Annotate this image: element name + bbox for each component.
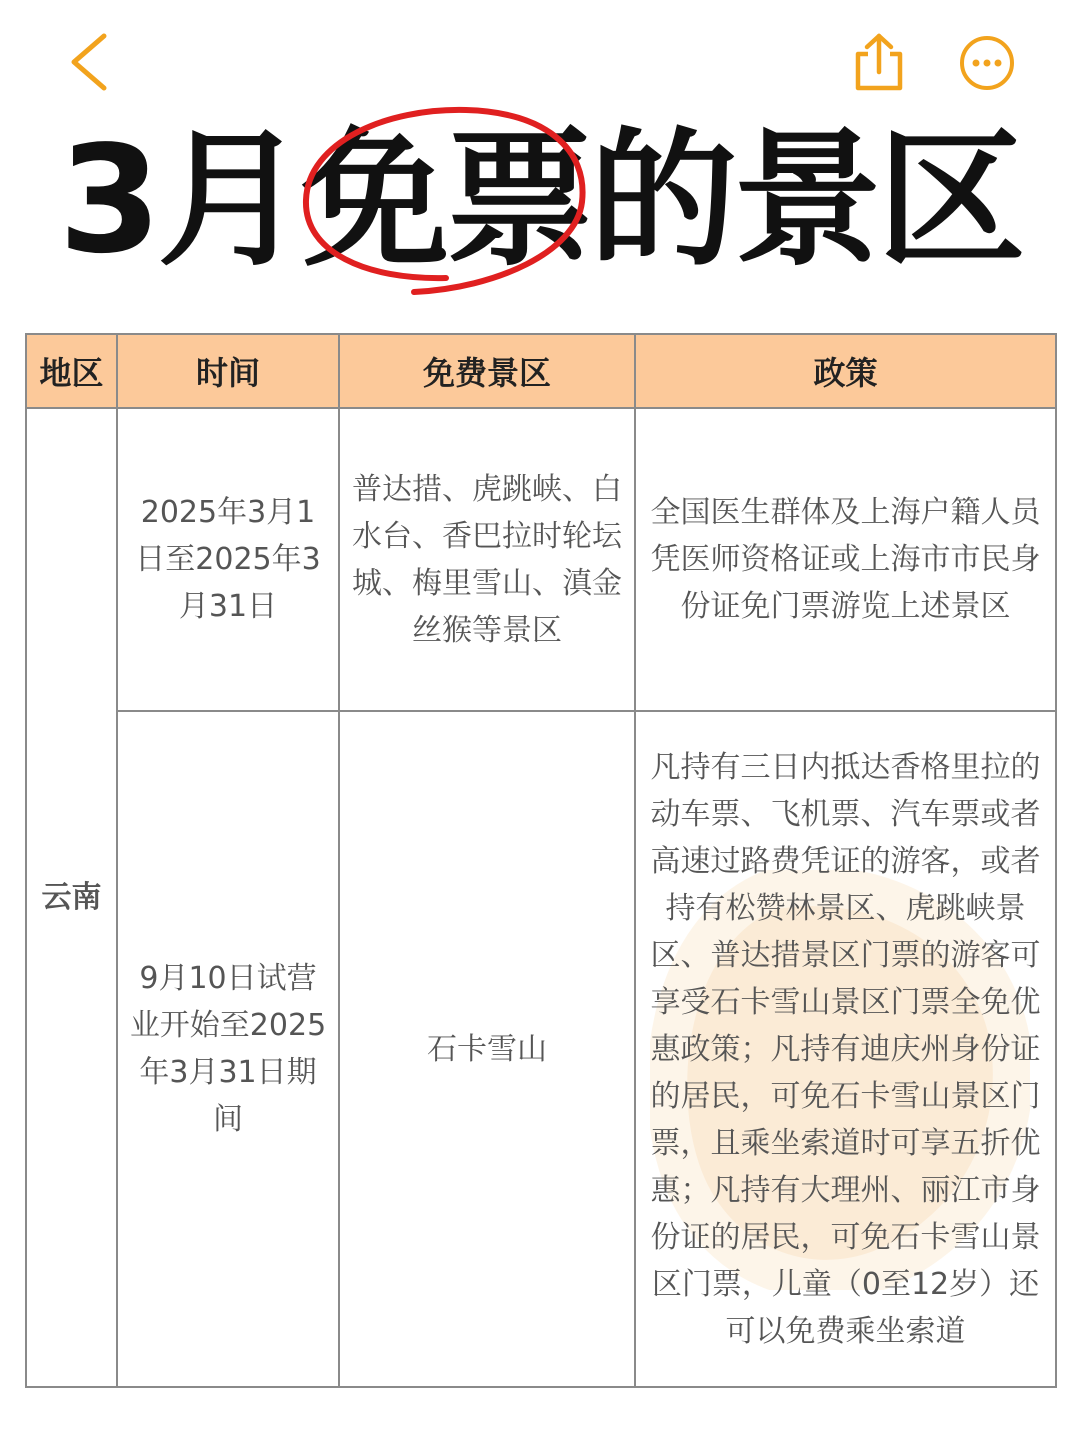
header-policy: 政策: [635, 334, 1056, 408]
chevron-left-icon[interactable]: [62, 30, 122, 94]
policy-cell: 全国医生群体及上海户籍人员凭医师资格证或上海市市民身份证免门票游览上述景区: [635, 408, 1056, 711]
time-cell: 9月10日试营业开始至2025年3月31日期间: [117, 711, 339, 1387]
time-cell: 2025年3月1日至2025年3月31日: [117, 408, 339, 711]
header-spots: 免费景区: [339, 334, 635, 408]
title-area: [0, 100, 1080, 300]
page-title: 3月免票的景区: [58, 114, 1022, 286]
policy-cell: 凡持有三日内抵达香格里拉的动车票、飞机票、汽车票或者高速过路费凭证的游客，或者持有松赞林景区、虎跳峡景区、普达措景区门票的游客可享受石卡雪山景区门票全免优惠政策；凡持有迪庆州身份证的居民，可免石卡雪山景区门票，且乘坐索道时可享五折优惠；凡持有大理州、丽江市身份证的居民，可免石卡雪山景区门票，儿童（0至12岁）还可以免费乘坐索道: [635, 711, 1056, 1387]
header-time: 时间: [117, 334, 339, 408]
table-row: [26, 711, 1056, 1387]
share-icon[interactable]: [852, 32, 906, 92]
spots-cell: 石卡雪山: [339, 711, 635, 1387]
header-region: 地区: [26, 334, 117, 408]
region-cell: 云南: [26, 408, 117, 1387]
more-icon[interactable]: [958, 34, 1016, 92]
spots-cell: 普达措、虎跳峡、白水台、香巴拉时轮坛城、梅里雪山、滇金丝猴等景区: [339, 408, 635, 711]
highlight-circle: [296, 102, 596, 302]
scenic-table: [25, 333, 1057, 1388]
table-header-row: [26, 334, 1056, 408]
table-row: [26, 408, 1056, 711]
